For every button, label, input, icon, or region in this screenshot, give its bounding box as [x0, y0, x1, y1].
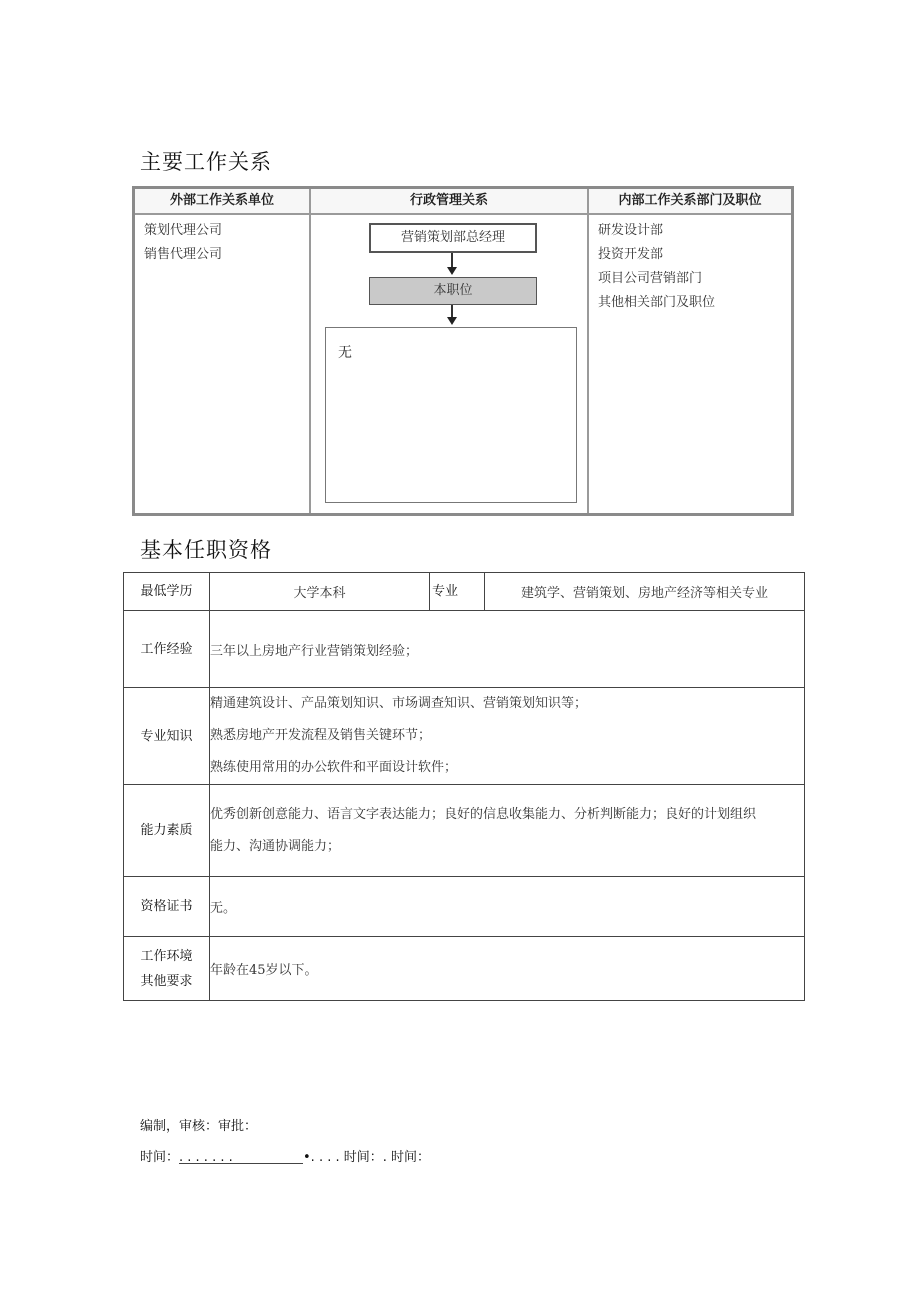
list-item: 策划代理公司	[144, 223, 223, 238]
table-row	[124, 785, 805, 877]
external-header: 外部工作关系单位	[135, 189, 309, 215]
external-column	[135, 189, 311, 513]
list-item: 研发设计部	[598, 223, 664, 238]
superior-box: 营销策划部总经理	[369, 223, 537, 253]
environment-label-line: 工作环境	[140, 948, 193, 964]
arrow-down-icon	[451, 305, 453, 323]
time-label: 时间：	[140, 1150, 180, 1165]
ability-label: 能力素质	[124, 785, 210, 877]
subordinate-text: 无	[338, 345, 352, 361]
experience-label: 工作经验	[124, 611, 210, 688]
self-position-box: 本职位	[369, 277, 537, 305]
major-label: 专业	[430, 573, 485, 611]
list-item: 销售代理公司	[144, 247, 223, 262]
environment-value: 年龄在45岁以下。	[210, 937, 805, 1001]
table-row	[124, 937, 805, 1001]
environment-label	[124, 937, 210, 1001]
cert-value: 无。	[210, 877, 805, 937]
section-title-qualifications: 基本任职资格	[140, 538, 272, 562]
internal-header: 内部工作关系部门及职位	[589, 189, 791, 215]
internal-list	[589, 215, 791, 315]
major-value: 建筑学、营销策划、房地产经济等相关专业	[485, 573, 805, 611]
list-item: 项目公司营销部门	[598, 271, 703, 286]
admin-header: 行政管理关系	[311, 189, 587, 215]
knowledge-line: 熟悉房地产开发流程及销售关键环节；	[210, 728, 432, 743]
qualifications-table	[123, 572, 805, 1001]
ability-line: 优秀创新创意能力、语言文字表达能力；良好的信息收集能力、分析判断能力；良好的计划组织	[210, 806, 757, 822]
footer-time	[140, 1146, 430, 1165]
time-rest: •. . . . 时间：. 时间：	[303, 1150, 431, 1165]
section-title-relations: 主要工作关系	[140, 150, 272, 174]
knowledge-line: 熟练使用常用的办公软件和平面设计软件；	[210, 760, 458, 775]
edu-value: 大学本科	[210, 573, 430, 611]
list-item: 其他相关部门及职位	[598, 295, 716, 310]
time-blank	[179, 1150, 303, 1164]
relations-chart	[132, 186, 794, 516]
ability-value	[210, 785, 805, 877]
footer-signoff: 编制，审核：审批：	[140, 1119, 258, 1134]
cert-label: 资格证书	[124, 877, 210, 937]
experience-value: 三年以上房地产行业营销策划经验；	[210, 611, 805, 688]
ability-line: 能力、沟通协调能力；	[210, 838, 341, 854]
table-row	[124, 573, 805, 611]
external-list	[135, 215, 309, 267]
arrow-down-icon	[451, 253, 453, 273]
table-row	[124, 611, 805, 688]
edu-label: 最低学历	[124, 573, 210, 611]
knowledge-line: 精通建筑设计、产品策划知识、市场调查知识、营销策划知识等；	[210, 696, 588, 711]
table-row	[124, 688, 805, 785]
internal-column	[589, 189, 791, 513]
subordinate-box	[325, 327, 577, 503]
environment-label-line: 其他要求	[140, 973, 193, 989]
knowledge-label: 专业知识	[124, 688, 210, 785]
knowledge-value	[210, 688, 805, 785]
list-item: 投资开发部	[598, 247, 664, 262]
time-dots: . . . . . . .	[179, 1150, 233, 1165]
table-row	[124, 877, 805, 937]
